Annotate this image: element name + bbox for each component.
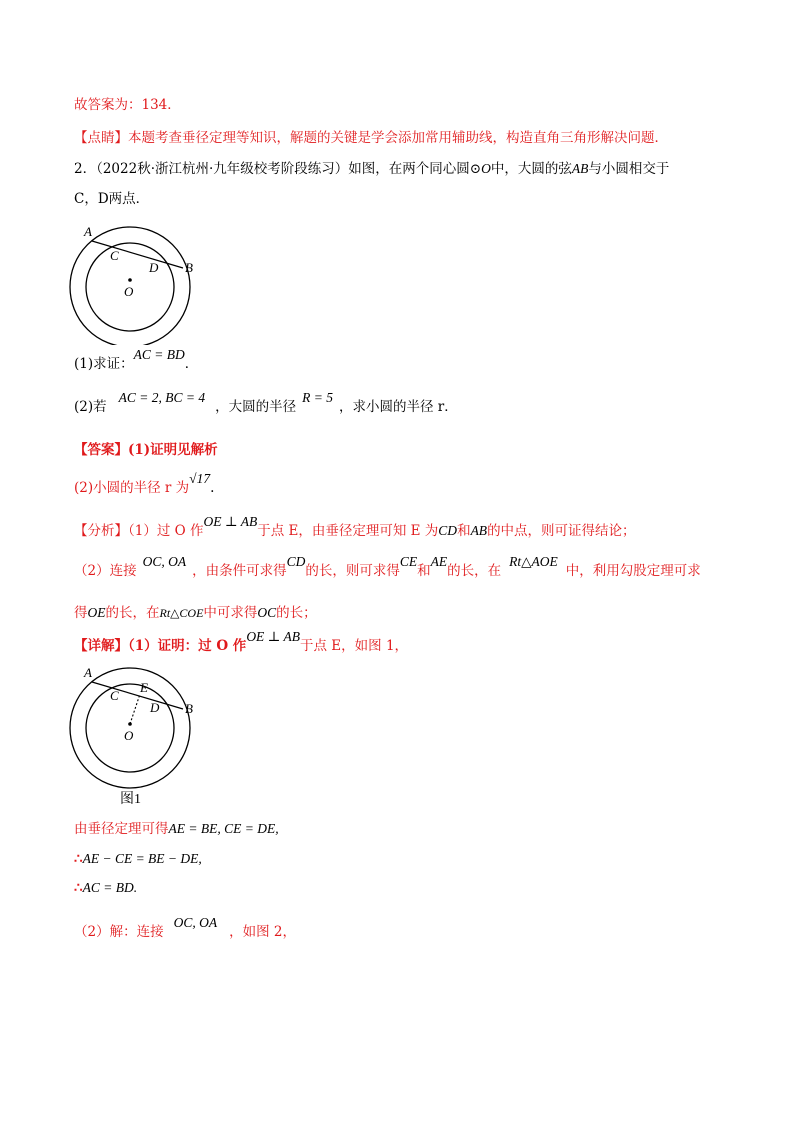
part-2-prompt [74,390,458,416]
math-cd: CD [438,523,458,538]
problem-2-statement [74,160,669,178]
analysis-text: 的长； [276,605,317,621]
math-circle-o: ⊙O [469,161,491,176]
math-oe-perp-ab: OE ⊥ AB [246,629,301,644]
math-ac-eq-bd: AC = BD [133,347,185,362]
part-1-prompt [74,347,199,373]
problem-2-statement-cont [74,190,149,208]
analysis-text: 的长，则可求得 [305,563,400,579]
math-oe-perp-ab: OE ⊥ AB [203,514,258,529]
label-o: O [124,728,134,743]
detail-text: （2）解：连接 [74,924,164,940]
comment-text: 【点睛】本题考查垂径定理等知识，解题的关键是学会添加常用辅助线，构造直角三角形解决问题． [74,130,668,146]
prompt-text: (1)求证： [74,356,134,372]
therefore-symbol: ∴ [74,880,83,896]
analysis-text: 中，利用勾股定理可求 [565,563,701,579]
center-point [128,278,132,282]
label-b: B [185,260,193,275]
label-e: E [140,680,148,695]
label-c: C [110,248,119,263]
detail-line-4 [74,879,137,897]
problem-text: C，D两点． [74,191,150,207]
prompt-text: ． [184,356,199,372]
center-point [128,722,132,726]
detail-text: 于点 E，如图 1， [300,638,409,654]
analysis-text: 【分析】（1）过 O 作 [74,523,204,539]
prompt-text: ，求小圆的半径 r． [338,399,458,415]
analysis-text: 得 [74,605,88,621]
analysis-line-3 [74,604,317,622]
math-equalities: AE = BE, CE = DE, [168,821,279,836]
answer-text: (2)小圆的半径 r 为 [74,480,190,496]
detail-line-2 [74,820,279,838]
math-ce: CE [399,554,418,569]
detail-line-5 [74,915,296,941]
answer-text: 故答案为：134． [74,97,181,113]
analysis-text: 和 [457,523,471,539]
analysis-text: 的长，在 [105,605,160,621]
label-b: B [185,701,193,716]
analysis-text: 中可求得 [203,605,258,621]
math-ac-eq-bd: AC = BD. [82,880,138,895]
math-ab: AB [470,523,488,538]
math-sqrt17: √17 [189,471,211,486]
detail-line-3 [74,850,202,868]
figure-1-diagram [60,660,220,810]
problem-text: 与小圆相交于 [588,161,670,177]
math-r-eq-5: R = 5 [302,390,333,405]
detail-line-1 [74,629,409,655]
segment-oe [130,694,140,724]
label-a: A [84,665,92,680]
math-oc-oa: OC, OA [173,915,218,930]
label-d: D [150,700,160,715]
prompt-text: ，大圆的半径 [215,399,297,415]
problem-text: 2．（2022秋·浙江杭州·九年级校考阶段练习）如图，在两个同心圆 [74,161,470,177]
math-rt-coe: Rt△COE [159,606,204,620]
label-d: D [149,260,159,275]
math-ae: AE [430,554,448,569]
problem-text: 中，大圆的弦 [490,161,572,177]
answer-header [74,441,218,459]
detail-text: 【详解】（1）证明：过 O 作 [74,638,247,654]
math-oe: OE [87,605,106,620]
analysis-text: 和 [417,563,431,579]
therefore-symbol: ∴ [74,851,83,867]
answer-part-1: 【答案】(1)证明见解析 [74,442,218,458]
figure-concentric-circles [60,220,220,345]
analysis-line-1 [74,514,636,540]
prompt-text: (2)若 [74,399,107,415]
analysis-text: 的中点，则可证得结论； [487,523,636,539]
math-rt-aoe: Rt△AOE [509,554,558,569]
analysis-text: 于点 E，由垂径定理可知 E 为 [257,523,439,539]
math-oc-oa: OC, OA [142,554,187,569]
analysis-text: （2）连接 [74,563,137,579]
math-oc: OC [257,605,277,620]
chord-ab [92,241,183,268]
math-subtraction: AE − CE = BE − DE, [82,851,202,866]
detail-text: ，如图 2， [229,924,296,940]
math-ab: AB [571,161,589,176]
comment-line [74,129,668,147]
math-cd: CD [286,554,306,569]
analysis-text: ，由条件可求得 [192,563,287,579]
figure-caption: 图1 [120,792,141,807]
answer-part-2 [74,471,215,497]
answer-text: . [210,480,215,496]
label-a: A [84,224,92,239]
chord-ab [92,682,183,709]
label-o: O [124,284,134,299]
answer-line [74,96,181,114]
analysis-line-2 [74,554,701,580]
label-c: C [110,688,119,703]
detail-text: 由垂径定理可得 [74,821,169,837]
analysis-text: 的长，在 [447,563,502,579]
math-ac-bc: AC = 2, BC = 4 [118,390,206,405]
